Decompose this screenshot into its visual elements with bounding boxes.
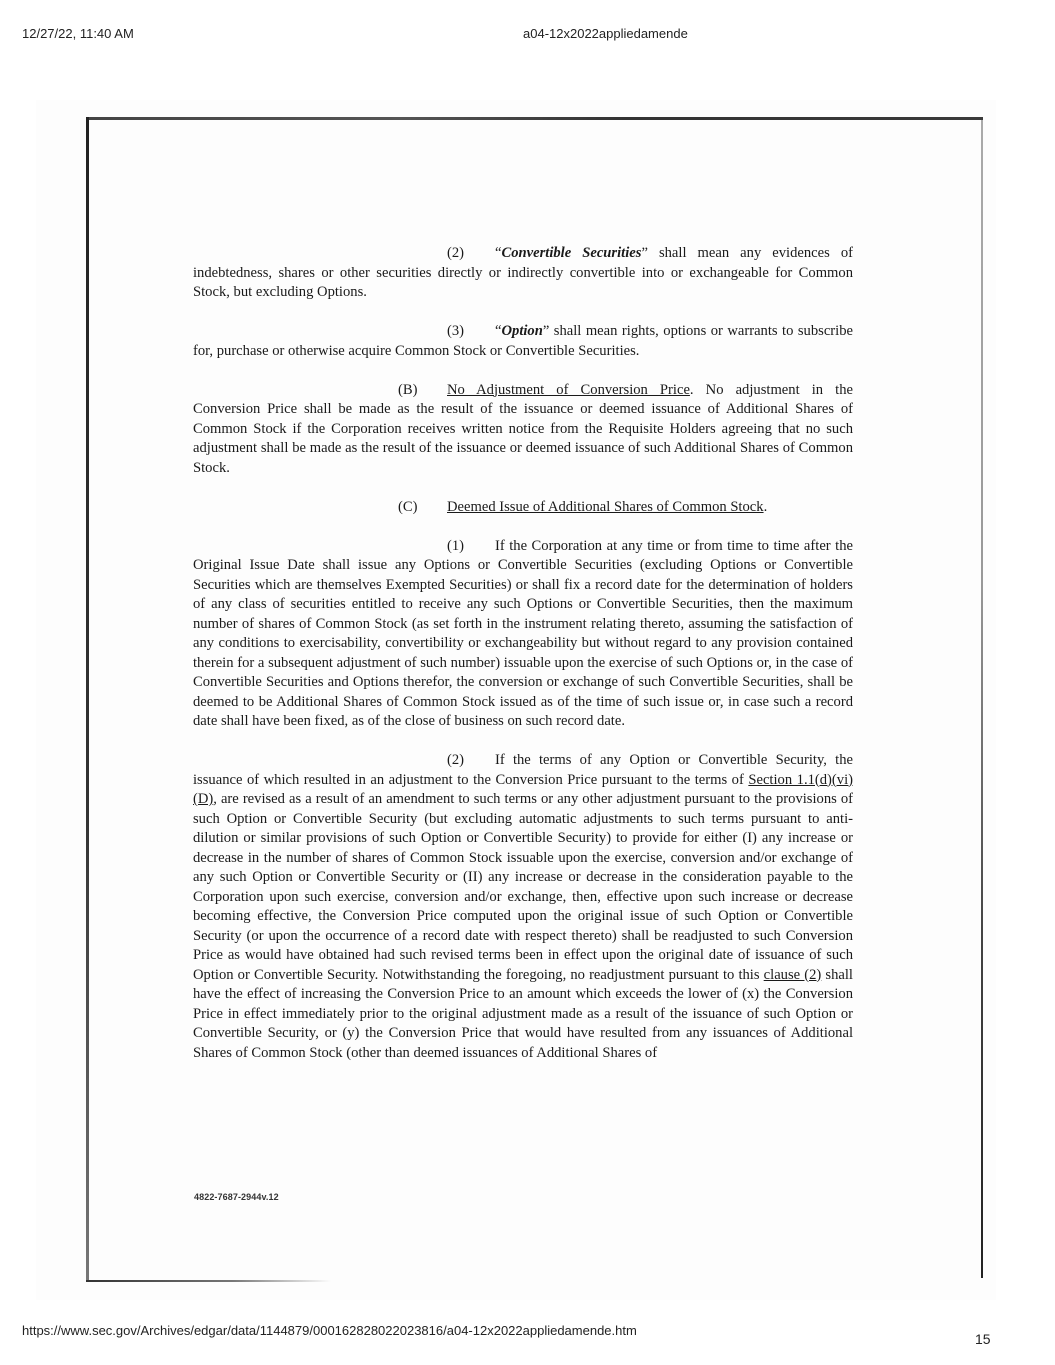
paragraph-number: (2) bbox=[447, 245, 465, 261]
print-url: https://www.sec.gov/Archives/edgar/data/1144879/000162828022023816/a04-12x2022appliedamende.htm bbox=[22, 1323, 637, 1338]
paragraph-text: If the Corporation at any time or from time to time after the Original Issue Date shall issue any Options or Convertible Securities (excluding Options or Convertible Securities which are themselves Exempted Securities) or shall fix a record date for the determination of holders of any class of securities entitled to receive any such Options or Convertible Securities, then the maximum number of shares of Common Stock (as set forth in the instrument relating thereto, assuming the satisfaction of any conditions to exercisability, convertibility or exchangeability but without regard to any provision contained therein for a subsequent adjustment of such number) issuable upon the exercise of such Options or, in the case of Convertible Securities and Options therefor, the conversion or exchange of such Convertible Securities, shall be deemed to be Additional Shares of Common Stock issued as of the time of such issue or, in case such a record date shall have been fixed, as of the close of business on such record date. bbox=[193, 537, 853, 729]
document-body bbox=[193, 244, 853, 1083]
close-quote: ” bbox=[641, 245, 648, 261]
section-heading: No Adjustment of Conversion Price bbox=[447, 381, 690, 398]
print-datetime: 12/27/22, 11:40 AM bbox=[22, 26, 134, 41]
paragraph-text: shall mean any evidences of indebtedness, shares or other securities directly or indirectly convertible into or exchangeable for Common Stock, but excluding Options. bbox=[193, 245, 854, 300]
defined-term: Option bbox=[501, 323, 543, 339]
defined-term: Convertible Securities bbox=[501, 245, 642, 261]
paragraph-convertible-securities-definition bbox=[193, 244, 853, 303]
scan-frame-left-border bbox=[86, 117, 89, 1281]
document-id: 4822-7687-2944v.12 bbox=[194, 1192, 279, 1202]
section-number: (C) bbox=[398, 498, 418, 515]
section-text: . No adjustment in the Conversion Price shall be made as the result of the issuance or deemed issuance of Additional Shares of Common Stock if the Corporation receives written notice from the Requisite Holders agreeing that no such adjustment shall be made as the result of the issuance or deemed issuance of such Additional Shares of Common Stock. bbox=[193, 381, 853, 476]
paragraph-option-definition bbox=[193, 322, 853, 361]
print-page-number: 15 bbox=[975, 1331, 991, 1347]
print-page-title: a04-12x2022appliedamende bbox=[523, 26, 688, 41]
section-c-deemed-issue bbox=[193, 498, 853, 518]
paragraph-text: If the terms of any Option or Convertible Security, the issuance of which resulted in an adjustment to the Conversion Price pursuant to the terms of bbox=[193, 752, 853, 788]
scan-frame-top-border bbox=[86, 117, 983, 120]
open-quote: “ bbox=[495, 323, 502, 339]
paragraph-text: shall mean rights, options or warrants to subscribe for, purchase or otherwise acquire Common Stock or Convertible Securities. bbox=[193, 323, 853, 359]
section-number: (B) bbox=[398, 381, 418, 398]
section-heading: Deemed Issue of Additional Shares of Common Stock bbox=[447, 498, 764, 515]
close-quote: ” bbox=[542, 323, 550, 339]
section-b-no-adjustment bbox=[193, 381, 853, 479]
section-cross-reference: Section 1.1(d)(vi)(D) bbox=[193, 771, 853, 807]
paragraph-text: , are revised as a result of an amendment to such terms or any other adjustment pursuant to the provisions of such Option or Convertible Security (but excluding automatic adjustments to such terms pursuant to anti-dilution or similar provisions of such Option or Convertible Security) to provide for either (I) any increase or decrease in the number of shares of Common Stock issuable upon the exercise, conversion and/or exchange of any such Option or Convertible Security or (II) any increase or decrease in the consideration payable to the Corporation upon such exercise, conversion and/or exchange, then, effective upon such increase or decrease becoming effective, the Conversion Price computed upon the original issue of such Option or Convertible Security (or upon the occurrence of a record date with respect thereto) shall be readjusted to such Conversion Price as would have obtained had such revised terms been in effect upon the original date of issuance of such Option or Convertible Security. Notwithstanding the foregoing, no readjustment pursuant to this bbox=[193, 791, 853, 983]
paragraph-number: (1) bbox=[447, 537, 465, 554]
paragraph-number: (2) bbox=[447, 752, 465, 768]
clause-cross-reference: clause (2) bbox=[763, 966, 822, 983]
open-quote: “ bbox=[495, 245, 502, 261]
section-c-paragraph-2 bbox=[193, 751, 853, 1063]
scan-frame-bottom-border bbox=[86, 1280, 331, 1282]
paragraph-number: (3) bbox=[447, 323, 465, 339]
scan-frame-right-border bbox=[981, 120, 983, 1278]
print-header bbox=[0, 26, 1055, 42]
section-heading-end: . bbox=[763, 498, 768, 515]
section-c-paragraph-1 bbox=[193, 537, 853, 732]
paragraph-text: shall have the effect of increasing the Conversion Price to an amount which exceeds the lower of (x) the Conversion Price in effect immediately prior to the original adjustment made as a result of the issuance of such Option or Convertible Security, or (y) the Conversion Price that would have resulted from any issuances of Additional Shares of Common Stock (other than deemed issuances of Additional Shares of bbox=[193, 966, 853, 1061]
